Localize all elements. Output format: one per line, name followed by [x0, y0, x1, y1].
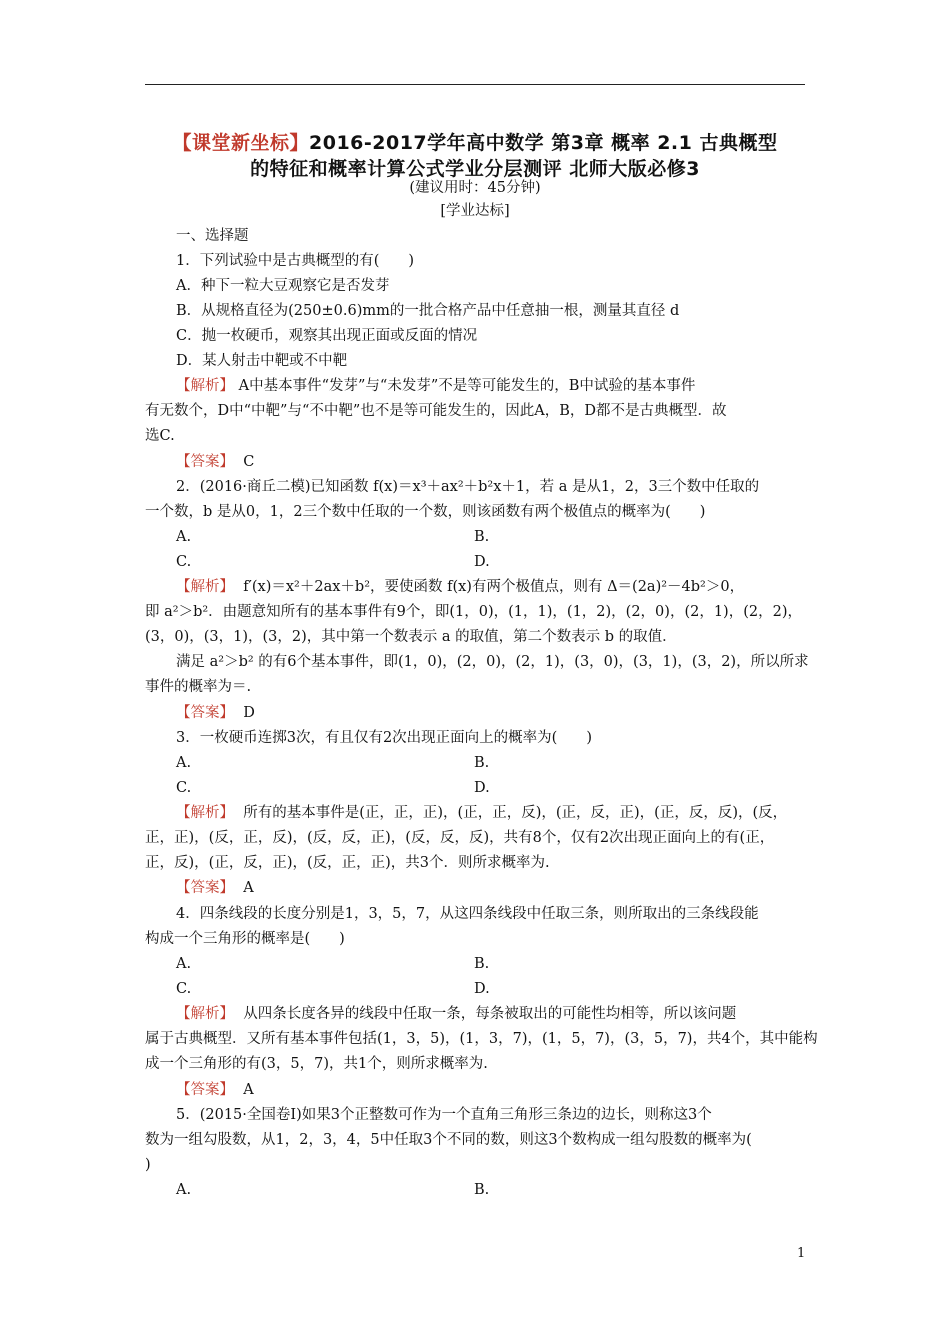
q4-answer-value: A [243, 1082, 254, 1098]
q2-answer [176, 703, 255, 723]
section-tag: [学业达标] [440, 203, 510, 219]
analysis-label: 【解析】 [176, 579, 234, 595]
q4-answer [176, 1080, 254, 1100]
q2-analysis-text: f′(x)＝x²＋2ax＋b²，要使函数 f(x)有两个极值点，则有 Δ＝(2a)²－4b²＞0， [243, 579, 745, 595]
q2-option-c: C. [176, 554, 192, 570]
q1-option-b: B．从规格直径为(250±0.6)mm的一批合格产品中任意抽一根，测量其直径 d [176, 303, 680, 319]
analysis-label: 【解析】 [176, 378, 234, 394]
q4-analysis-text: 从四条长度各异的线段中任取一条，每条被取出的可能性均相等，所以该问题 [243, 1006, 737, 1022]
q5-stem-1: 5．(2015·全国卷Ⅰ)如果3个正整数可作为一个直角三角形三条边的边长，则称这3个 [176, 1107, 712, 1123]
q3-stem: 3．一枚硬币连掷3次，有且仅有2次出现正面向上的概率为( ) [176, 730, 592, 746]
q2-option-b: B. [474, 529, 490, 545]
q2-stem-2: 一个数，b 是从0，1，2三个数中任取的一个数，则该函数有两个极值点的概率为( ) [145, 504, 706, 520]
q3-answer [176, 878, 254, 898]
q5-option-a: A. [176, 1182, 192, 1198]
q5-stem-3: ) [145, 1157, 151, 1173]
answer-label: 【答案】 [176, 1082, 234, 1098]
q1-option-a: A．种下一粒大豆观察它是否发芽 [176, 278, 390, 294]
q4-stem-1: 4．四条线段的长度分别是1，3，5，7，从这四条线段中任取三条，则所取出的三条线段能 [176, 906, 759, 922]
answer-label: 【答案】 [176, 705, 234, 721]
title-bracket: 【课堂新坐标】 [172, 132, 309, 154]
q2-option-d: D. [474, 554, 490, 570]
title-text: 2016-2017学年高中数学 第3章 概率 2.1 古典概型 [309, 132, 778, 154]
q5-option-b: B. [474, 1182, 490, 1198]
q4-stem-2: 构成一个三角形的概率是( ) [145, 931, 345, 947]
q4-analysis-2: 属于古典概型．又所有基本事件包括(1，3，5)，(1，3，7)，(1，5，7)，(3，5，7)，共4个，其中能构 [145, 1031, 818, 1047]
q2-answer-value: D [243, 705, 255, 721]
q5-stem-2: 数为一组勾股数，从1，2，3，4，5中任取3个不同的数，则这3个数构成一组勾股数的概率为( [145, 1132, 752, 1148]
q4-option-c: C. [176, 981, 192, 997]
q3-option-c: C. [176, 780, 192, 796]
q1-stem: 1．下列试验中是古典概型的有( ) [176, 253, 415, 269]
q3-option-b: B. [474, 755, 490, 771]
q4-option-d: D. [474, 981, 490, 997]
analysis-label: 【解析】 [176, 805, 234, 821]
q1-analysis-2: 有无数个，D中“中靶”与“不中靶”也不是等可能发生的，因此A，B，D都不是古典概型．故 [145, 403, 727, 419]
q1-analysis-text: A中基本事件“发芽”与“未发芽”不是等可能发生的，B中试验的基本事件 [238, 378, 696, 394]
suggested-time: (建议用时：45分钟) [409, 180, 541, 196]
q2-analysis-5: 事件的概率为＝. [145, 679, 252, 695]
q3-analysis-1 [176, 803, 787, 823]
q4-option-a: A. [176, 956, 192, 972]
q4-analysis-3: 成一个三角形的有(3，5，7)，共1个，则所求概率为. [145, 1056, 488, 1072]
q3-analysis-2: 正，正)，(反，正，反)，(反，反，正)，(反，反，反)，共有8个，仅有2次出现正面向上的有(正， [145, 830, 775, 846]
page-number: 1 [797, 1246, 806, 1261]
page-title-line-1 [145, 128, 805, 155]
q4-analysis-1 [176, 1004, 736, 1024]
q2-analysis-1 [176, 577, 744, 597]
q1-analysis-1 [176, 376, 695, 396]
q1-analysis-3: 选C. [145, 428, 175, 444]
q2-analysis-3: (3，0)，(3，1)，(3，2)，其中第一个数表示 a 的取值，第二个数表示 b 的取值． [145, 629, 677, 645]
q2-stem-1: 2．(2016·商丘二模)已知函数 f(x)＝x³＋ax²＋b²x＋1，若 a 是从1，2，3三个数中任取的 [176, 479, 760, 495]
q1-answer-value: C [243, 454, 255, 470]
section-heading: 一、选择题 [176, 228, 249, 244]
q3-option-a: A. [176, 755, 192, 771]
q2-analysis-4: 满足 a²＞b² 的有6个基本事件，即(1，0)，(2，0)，(2，1)，(3，0)，(3，1)，(3，2)，所以所求 [176, 654, 809, 670]
answer-label: 【答案】 [176, 454, 234, 470]
q2-analysis-2: 即 a²＞b²．由题意知所有的基本事件有9个，即(1，0)，(1，1)，(1，2)，(2，0)，(2，1)，(2，2)， [145, 604, 802, 620]
q1-option-d: D．某人射击中靶或不中靶 [176, 353, 348, 369]
header-rule [145, 84, 805, 85]
q1-answer [176, 452, 254, 472]
q3-answer-value: A [243, 880, 254, 896]
q4-option-b: B. [474, 956, 490, 972]
q3-option-d: D. [474, 780, 490, 796]
analysis-label: 【解析】 [176, 1006, 234, 1022]
q3-analysis-text: 所有的基本事件是(正，正，正)，(正，正，反)，(正，反，正)，(正，反，反)，(反， [243, 805, 788, 821]
q2-option-a: A. [176, 529, 192, 545]
q1-option-c: C．抛一枚硬币，观察其出现正面或反面的情况 [176, 328, 478, 344]
answer-label: 【答案】 [176, 880, 234, 896]
page-title-line-2: 的特征和概率计算公式学业分层测评 北师大版必修3 [250, 158, 700, 180]
q3-analysis-3: 正，反)，(正，反，正)，(反，正，正)，共3个．则所求概率为. [145, 855, 550, 871]
